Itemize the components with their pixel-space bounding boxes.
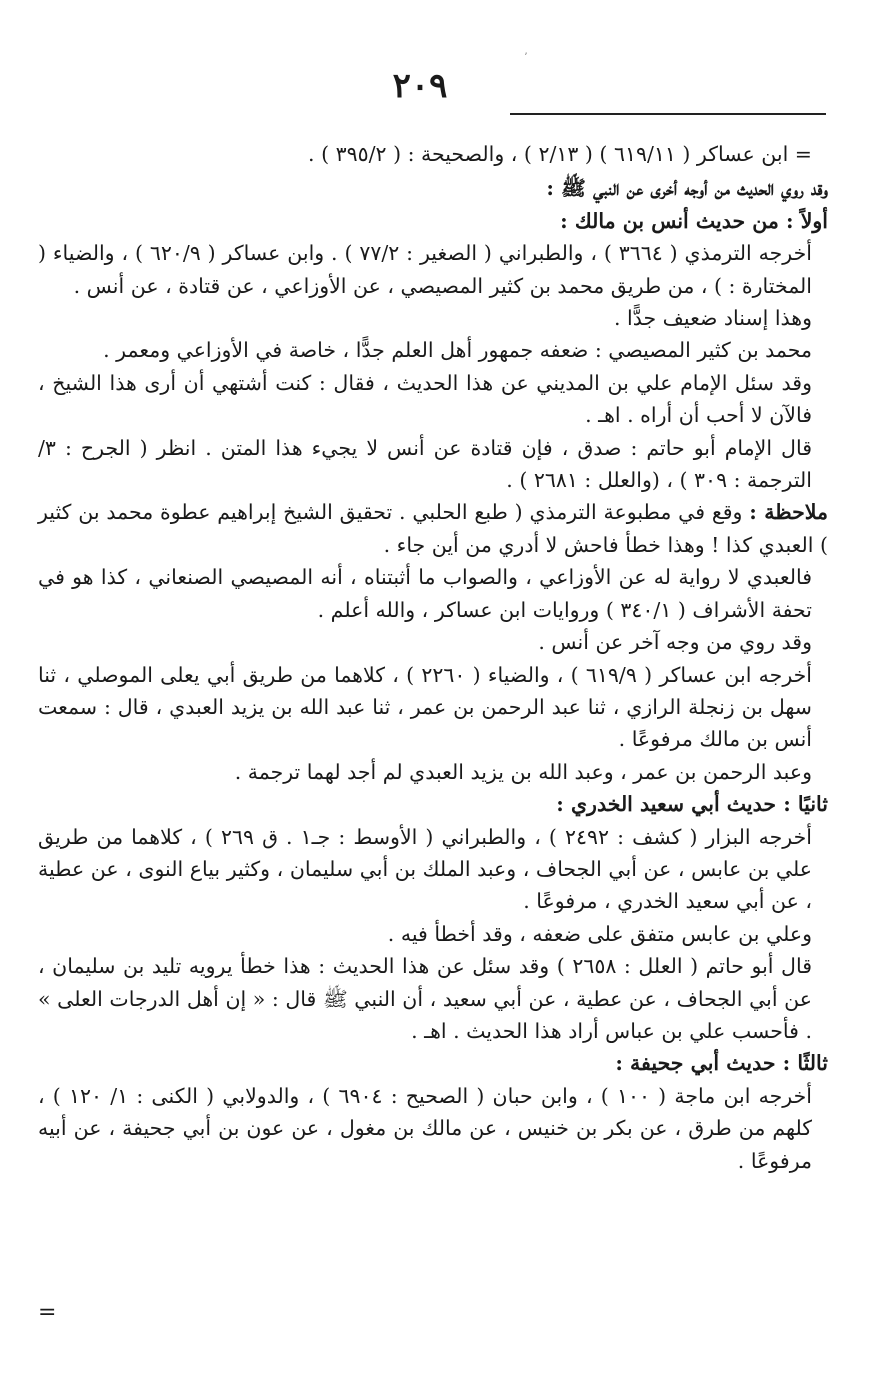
page-body	[38, 138, 828, 1177]
paragraph: فالعبدي لا رواية له عن الأوزاعي ، والصواب ما أثبتناه ، أنه المصيصي الصنعاني ، كذا هو في تحفة الأشراف ( ٣٤٠/١ ) وروايات ابن عساكر ، والله أعلم .	[38, 565, 812, 622]
heading-abi-juhayfa: ثالثًا : حديث أبي جحيفة :	[615, 1051, 828, 1076]
header-rule	[510, 113, 826, 115]
paragraph: وقد روي من وجه آخر عن أنس .	[538, 630, 812, 655]
paragraph: أخرجه البزار ( كشف : ٢٤٩٢ ) ، والطبراني ( الأوسط : جـ١ . ق ٢٦٩ ) ، كلاهما من طريق علي بن عابس ، عن أبي الجحاف ، وعبد الملك بن أبي سليمان ، وكثير بياع النوى ، عن عطية ، عن أبي سعيد الخدري ، مرفوعًا .	[38, 824, 812, 914]
paragraph: وقد سئل الإمام علي بن المديني عن هذا الحديث ، فقال : كنت أشتهي أن أرى هذا الشيخ ، فالآن لا أحب أن أراه . اهـ .	[38, 370, 812, 428]
note-label: ملاحظة :	[749, 500, 828, 525]
note-paragraph	[38, 496, 828, 561]
paragraph: وعلي بن عابس متفق على ضعفه ، وقد أخطأ فيه .	[387, 921, 812, 946]
paragraph: أخرجه الترمذي ( ٣٦٦٤ ) ، والطبراني ( الصغير : ٧٧/٢ ) . وابن عساكر ( ٦٢٠/٩ ) ، والضياء ( المختارة : ) ، من طريق محمد بن كثير المصيصي ، عن الأوزاعي ، عن قتادة ، عن أنس .	[38, 241, 812, 298]
heading-anas: أولاً : من حديث أنس بن مالك :	[560, 208, 828, 233]
paragraph: أخرجه ابن ماجة ( ١٠٠ ) ، وابن حبان ( الصحيح : ٦٩٠٤ ) ، والدولابي ( الكنى : ١/ ١٢٠ ) ، كلهم من طرق ، عن بكر بن خنيس ، عن مالك بن مغول ، عن عون بن أبي جحيفة ، عن أبيه مرفوعًا .	[38, 1083, 812, 1173]
continuation-mark: =	[38, 1300, 57, 1325]
note-text: وقع في مطبوعة الترمذي ( طبع الحلبي . تحقيق الشيخ إبراهيم عطوة محمد بن كثير ) العبدي كذا ! وهذا خطأ فاحش لا أدري من أين جاء .	[38, 500, 828, 557]
heading-abi-said: ثانيًا : حديث أبي سعيد الخدري :	[556, 792, 828, 817]
paragraph: أخرجه ابن عساكر ( ٦١٩/٩ ) ، والضياء ( ٢٢٦٠ ) ، كلاهما من طريق أبي يعلى الموصلي ، ثنا سهل بن زنجلة الرازي ، ثنا عبد الرحمن بن عمر ، ثنا عبد الله بن يزيد العبدي ، قال : سمعت أنس بن مالك مرفوعًا .	[38, 662, 812, 752]
paragraph: محمد بن كثير المصيصي : ضعفه جمهور أهل العلم جدًّا ، خاصة في الأوزاعي ومعمر .	[103, 338, 812, 363]
page-speck: ʼ	[524, 52, 528, 63]
section-intro-heading: وقد روي الحديث من أوجه أخرى عن النبي ﷺ :	[546, 176, 828, 201]
paragraph: وهذا إسناد ضعيف جدًّا .	[613, 306, 812, 331]
footnote-continuation: = ابن عساكر ( ٦١٩/١١ ) ( ٢/١٣ ) ، والصحيحة : ( ٣٩٥/٢ ) .	[308, 142, 812, 166]
paragraph: وعبد الرحمن بن عمر ، وعبد الله بن يزيد العبدي لم أجد لهما ترجمة .	[234, 759, 812, 784]
paragraph: قال أبو حاتم ( العلل : ٢٦٥٨ ) وقد سئل عن هذا الحديث : هذا خطأ يرويه تليد بن سليمان ، عن أبي الجحاف ، عن عطية ، عن أبي سعيد ، أن النبي ﷺ قال : « إن أهل الدرجات العلى » . فأحسب علي بن عباس أراد هذا الحديث . اهـ .	[38, 954, 812, 1043]
page-number: ٢٠٩	[392, 66, 448, 106]
paragraph: قال الإمام أبو حاتم : صدق ، فإن قتادة عن أنس لا يجيء هذا المتن . انظر ( الجرح : ٣/ الترجمة : ٣٠٩ ) ، (والعلل : ٢٦٨١ ) .	[38, 435, 812, 493]
